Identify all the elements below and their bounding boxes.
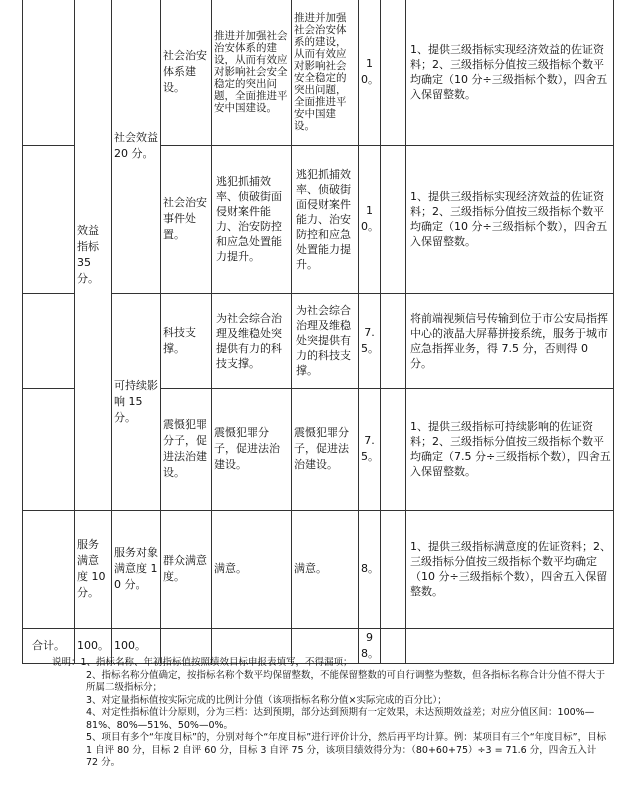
group-service-l2-cell: 服务对象满意度 10 分。 <box>112 510 161 628</box>
target-cell: 推进并加强社会治安体系的建设，从而有效应对影响社会安全稳定的突出问题，全面推进平安中国建设。 <box>292 0 359 145</box>
total-score-cell: 98。 <box>359 628 381 663</box>
note-line-2: 2、指标名称分值确定，按指标名称个数平均保留整数，不能保留整数的可自行调整为整数，但各指标名称合计分值不得大于所属二级指标分； <box>86 669 606 693</box>
note-line-4: 4、对定性指标值计分原则，分为三档：达到预期，部分达到预期有一定效果，未达预期效益差；对应分值区间：100%—81%、80%—51%、50%—0%。 <box>86 707 595 731</box>
blank-cell <box>381 0 406 145</box>
target-cell: 震慑犯罪分子，促进法治建设。 <box>292 388 359 510</box>
content-cell: 逃犯抓捕效率、侦破街面侵财案件能力、治安防控和应急处置能力提升。 <box>212 145 292 293</box>
score-cell: 10。 <box>359 145 381 293</box>
blank-cell <box>381 510 406 628</box>
blank-cell <box>23 145 75 293</box>
blank-cell <box>23 510 75 628</box>
score-cell: 8。 <box>359 510 381 628</box>
score-cell: 7.5。 <box>359 388 381 510</box>
content-cell: 为社会综合治理及维稳处突提供有力的科技支撑。 <box>212 293 292 388</box>
total-label-cell: 合计。 <box>23 628 75 663</box>
rule-cell: 1、提供三级指标可持续影响的佐证资料；2、三级指标分值按三级指标个数平均确定（7.5 分÷三级指标个数），四舍五入保留整数。 <box>406 388 614 510</box>
score-cell: 10。 <box>359 0 381 145</box>
rule-cell: 1、提供三级指标满意度的佐证资料；2、三级指标分值按三级指标个数平均确定（10 分÷三级指标个数），四舍五入保留整数。 <box>406 510 614 628</box>
l3-cell: 社会治安事件处置。 <box>161 145 212 293</box>
section-efficiency-cell: 效益指标 35 分。 <box>75 0 112 510</box>
table-row <box>23 510 614 628</box>
blank-cell <box>23 388 75 510</box>
performance-evaluation-table <box>22 0 614 664</box>
target-cell: 逃犯抓捕效率、侦破街面侵财案件能力、治安防控和应急处置能力提升。 <box>292 145 359 293</box>
blank-cell <box>23 0 75 145</box>
note-line-3: 3、对定量指标值按实际完成的比例计分值（该项指标名称分值×实际完成的百分比）； <box>86 694 447 706</box>
blank-cell <box>23 293 75 388</box>
content-cell: 震慑犯罪分子，促进法治建设。 <box>212 388 292 510</box>
total-c2-cell: 100。 <box>112 628 161 663</box>
l3-cell: 社会治安体系建设。 <box>161 0 212 145</box>
performance-table-wrapper <box>22 0 613 664</box>
content-cell: 推进并加强社会治安体系的建设，从而有效应对影响社会安全稳定的突出问题，全面推进平安中国建设。 <box>212 0 292 145</box>
rule-cell: 将前端视频信号传输到位于市公安局指挥中心的液晶大屏幕拼接系统，服务于城市应急指挥业务，得 7.5 分，否则得 0 分。 <box>406 293 614 388</box>
target-cell: 为社会综合治理及维稳处突提供有力的科技支撑。 <box>292 293 359 388</box>
target-cell: 满意。 <box>292 510 359 628</box>
blank-cell <box>381 145 406 293</box>
content-cell: 满意。 <box>212 510 292 628</box>
rule-cell: 1、提供三级指标实现经济效益的佐证资料；2、三级指标分值按三级指标个数平均确定（10 分÷三级指标个数），四舍五入保留整数。 <box>406 0 614 145</box>
note-line-5: 5、项目有多个“年度目标”的，分别对每个“年度目标”进行评价计分，然后再平均计算。例：某项目有三个“年度目标”，目标 1 自评 80 分，目标 2 自评 60 分，目标 3 自评 75 分，该项目绩效得分为：（80+60+75）÷3 = 71.6 分，四舍五入计 72 分。 <box>86 732 607 768</box>
table-row <box>23 293 614 388</box>
l3-cell: 群众满意度。 <box>161 510 212 628</box>
l3-cell: 科技支撑。 <box>161 293 212 388</box>
score-cell: 7.5。 <box>359 293 381 388</box>
l3-cell: 震慑犯罪分子，促进法治建设。 <box>161 388 212 510</box>
rule-cell: 1、提供三级指标实现经济效益的佐证资料；2、三级指标分值按三级指标个数平均确定（10 分÷三级指标个数），四舍五入保留整数。 <box>406 145 614 293</box>
group-social-cell: 社会效益 20 分。 <box>112 0 161 293</box>
total-c1-cell: 100。 <box>75 628 112 663</box>
explanation-notes <box>52 657 607 770</box>
note-line-1: 说明：1、指标名称、年初指标值按照绩效目标申报表填写，不得漏项； <box>52 657 353 668</box>
blank-cell <box>381 293 406 388</box>
group-sustain-cell: 可持续影响 15 分。 <box>112 293 161 510</box>
group-service-cell: 服务满意度 10 分。 <box>75 510 112 628</box>
table-row <box>23 0 614 145</box>
blank-cell <box>381 388 406 510</box>
